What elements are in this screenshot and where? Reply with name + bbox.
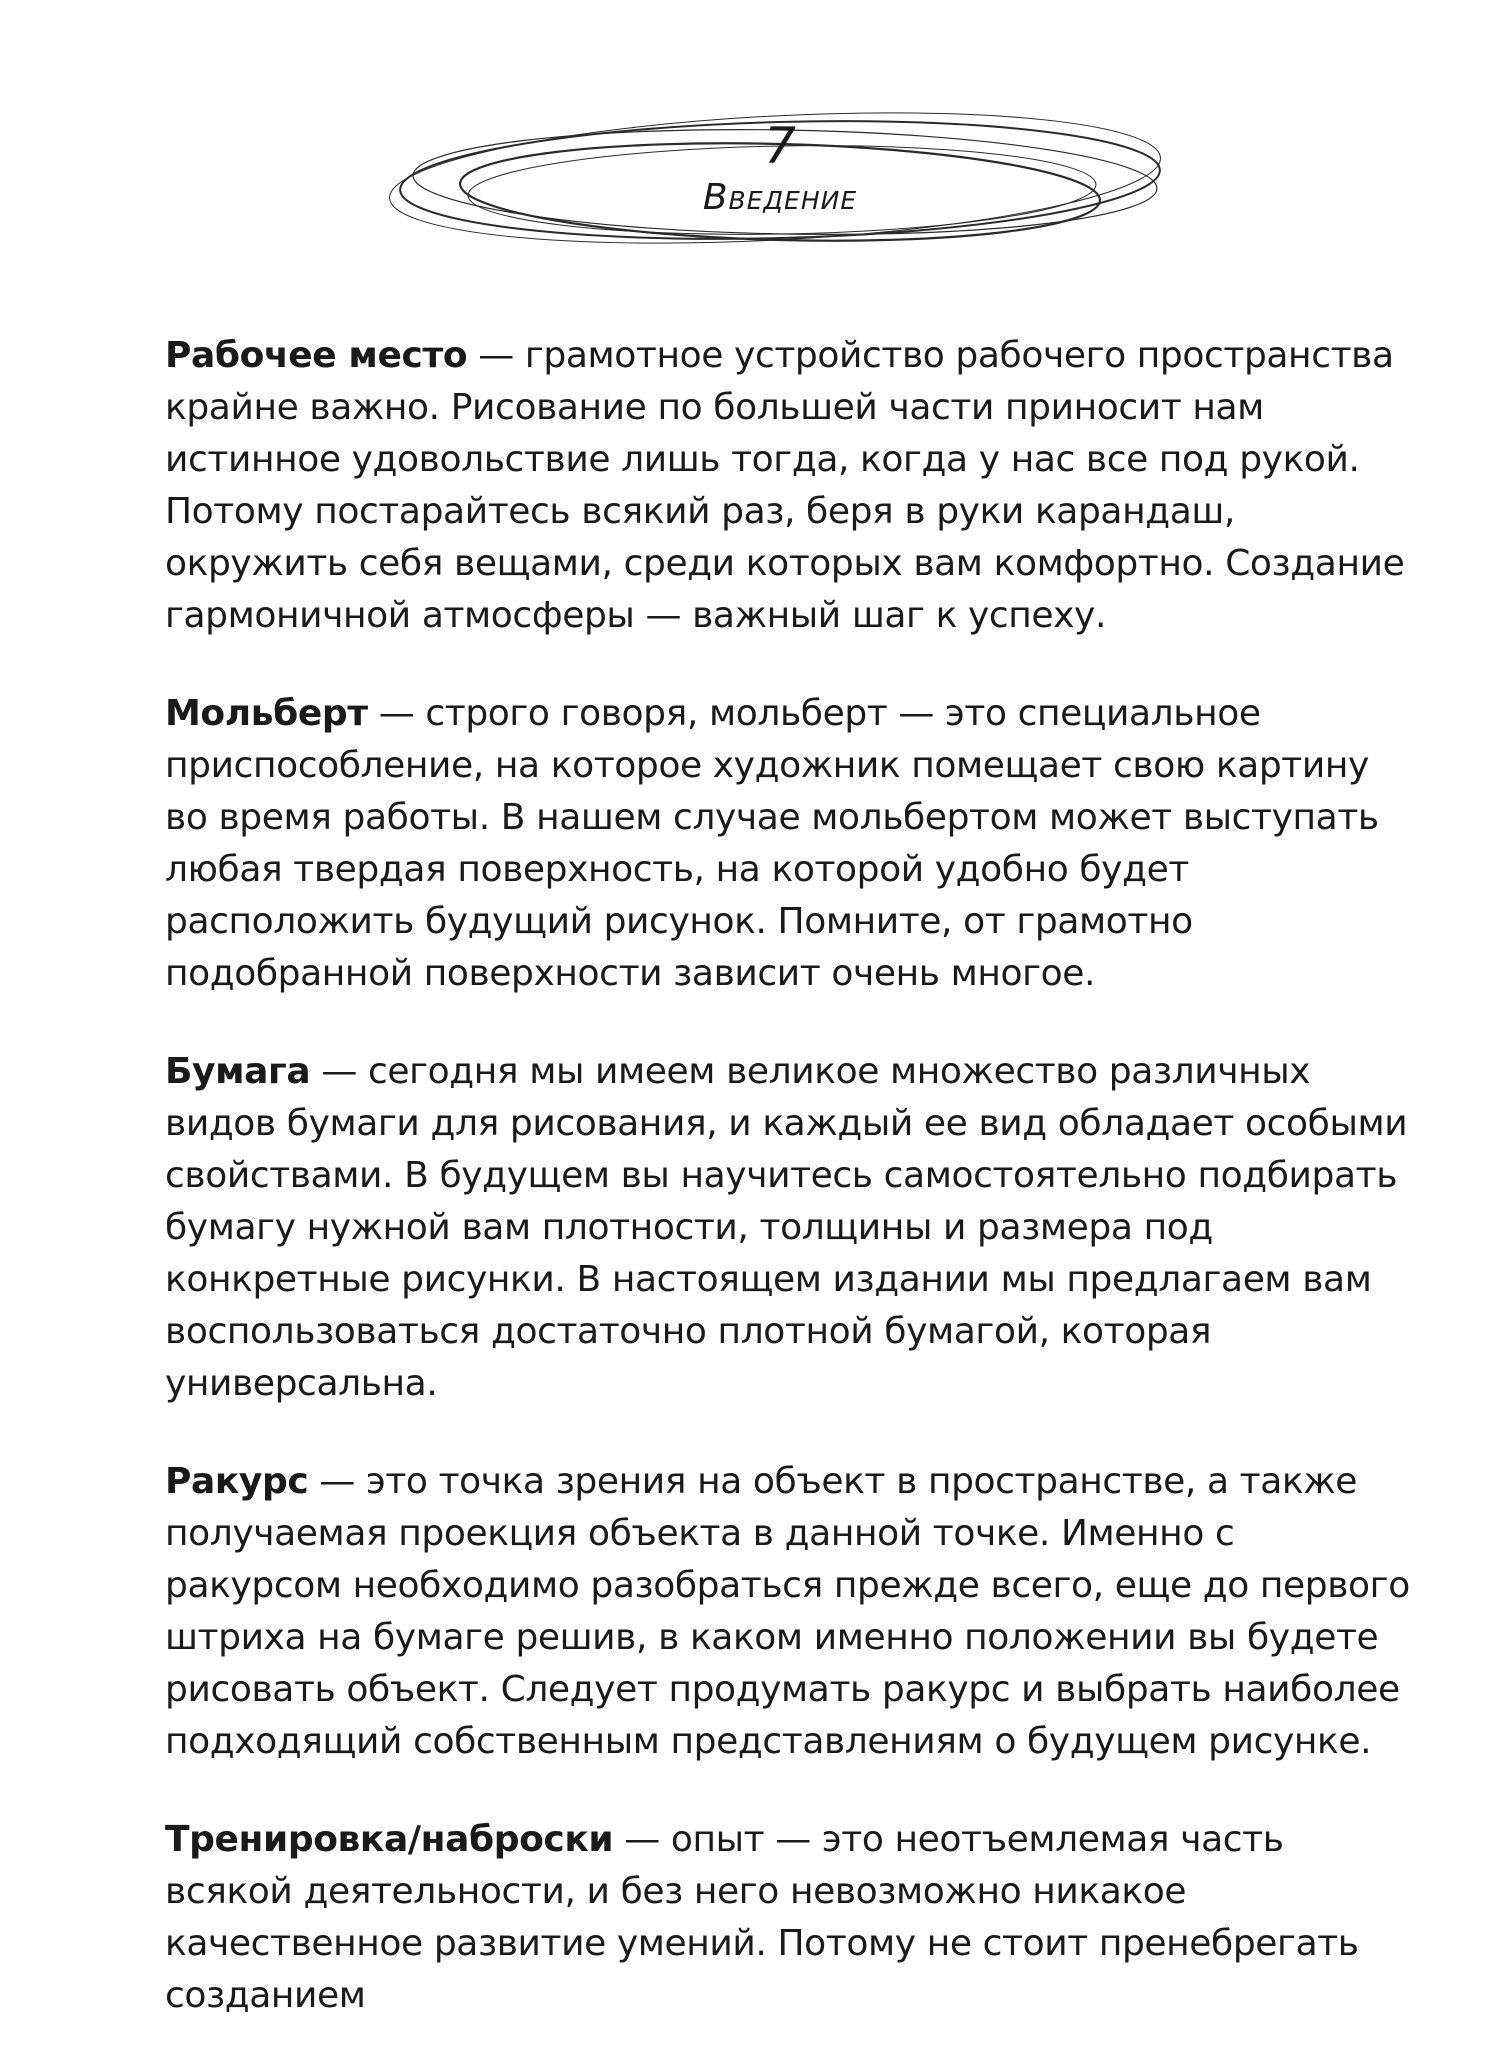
definition-perspective: — это точка зрения на объект в пространстве, а также получаемая проекция объекта в данной точке. Именно с ракурсом необходимо разобраться прежде всего, еще до первого штриха на бумаге решив, в каком именно положении вы будете рисовать объект. Следует продумать ракурс и выбрать наиболее подходящий собственным представлениям о будущем рисунке. (165, 1461, 1410, 1762)
paragraph-workplace (165, 330, 1410, 642)
definition-workplace: — грамотное устройство рабочего пространства крайне важно. Рисование по большей части приносит нам истинное удовольствие лишь тогда, когда у нас все под рукой. Потому постарайтесь всякий раз, беря в руки карандаш, окружить себя вещами, среди которых вам комфортно. Создание гармоничной атмосферы — важный шаг к успеху. (165, 335, 1405, 636)
term-workplace: Рабочее место (165, 335, 468, 376)
paragraph-paper (165, 1046, 1410, 1410)
paragraph-easel (165, 688, 1410, 1000)
term-easel: Мольберт (165, 693, 368, 734)
definition-easel: — строго говоря, мольберт — это специальное приспособление, на которое художник помещает свою картину во время работы. В нашем случае мольбертом может выступать любая твердая поверхность, на которой удобно будет расположить будущий рисунок. Помните, от грамотно подобранной поверхности зависит очень многое. (165, 693, 1379, 994)
paragraph-perspective (165, 1456, 1410, 1768)
page-header (380, 100, 1180, 260)
term-perspective: Ракурс (165, 1461, 309, 1502)
definition-training: — опыт — это неотъемлемая часть всякой деятельности, и без него невозможно никакое качественное развитие умений. Потому не стоит пренебрегать созданием (165, 1819, 1359, 2016)
term-paper: Бумага (165, 1051, 311, 1092)
body-text (165, 330, 1410, 2068)
term-training: Тренировка/наброски (165, 1819, 614, 1860)
chapter-title: Введение (702, 177, 858, 218)
page-number: 7 (764, 117, 796, 175)
definition-paper: — сегодня мы имеем великое множество различных видов бумаги для рисования, и каждый ее вид обладает особыми свойствами. В будущем вы научитесь самостоятельно подбирать бумагу нужной вам плотности, толщины и размера под конкретные рисунки. В настоящем издании мы предлагаем вам воспользоваться достаточно плотной бумагой, которая универсальна. (165, 1051, 1408, 1404)
paragraph-training (165, 1814, 1410, 2022)
